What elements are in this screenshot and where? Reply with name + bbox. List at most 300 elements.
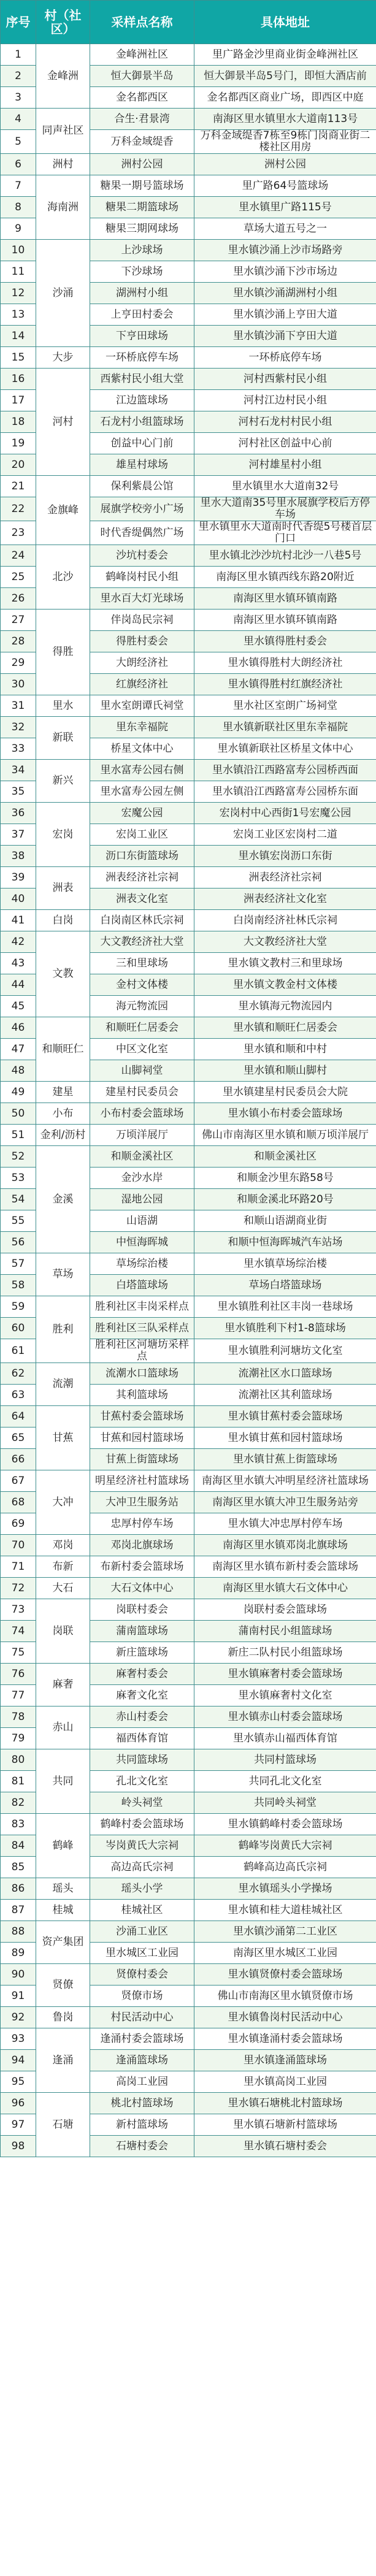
- site-name-cell: 大石文体中心: [90, 1578, 194, 1599]
- address-cell: 里水镇得胜村委会: [194, 631, 376, 652]
- row-number: 89: [1, 1943, 36, 1964]
- table-row: [1, 610, 376, 631]
- row-number: 85: [1, 1857, 36, 1878]
- address-cell: 里水镇得胜村红旗经济社: [194, 674, 376, 695]
- village-cell: 资产集团: [36, 1921, 90, 1964]
- address-cell: 河村江边村民小组: [194, 390, 376, 411]
- address-cell: 里水镇沙涌第二工业区: [194, 1921, 376, 1943]
- row-number: 75: [1, 1642, 36, 1664]
- row-number: 1: [1, 44, 36, 66]
- row-number: 54: [1, 1189, 36, 1210]
- address-cell: 里水镇海元物流园内: [194, 996, 376, 1017]
- table-row: [1, 154, 376, 175]
- address-cell: 万科金域缇香7栋至9栋门岗商业街二楼社区用房: [194, 130, 376, 154]
- row-number: 8: [1, 197, 36, 218]
- row-number: 51: [1, 1125, 36, 1146]
- row-number: 43: [1, 953, 36, 974]
- site-name-cell: 甘蕉和园村篮球场: [90, 1428, 194, 1449]
- address-cell: 里水镇甘蕉村委会篮球场: [194, 1406, 376, 1428]
- village-cell: 岗联: [36, 1599, 90, 1664]
- village-cell: 小布: [36, 1103, 90, 1125]
- row-number: 25: [1, 567, 36, 588]
- table-row: [1, 1921, 376, 1943]
- address-cell: 河村雄星村小组: [194, 454, 376, 476]
- address-cell: 里水镇赤山村委会篮球场: [194, 1707, 376, 1728]
- address-cell: 里水镇石塘新村篮球场: [194, 2114, 376, 2136]
- header-address: 具体地址: [194, 1, 376, 44]
- row-number: 19: [1, 433, 36, 454]
- site-name-cell: 沥口东街篮球场: [90, 846, 194, 867]
- header-site-name: 采样点名称: [90, 1, 194, 44]
- site-name-cell: 大文教经济社大堂: [90, 931, 194, 953]
- address-cell: 和顺中恒海晖城汽车站场: [194, 1232, 376, 1253]
- row-number: 67: [1, 1470, 36, 1492]
- row-number: 21: [1, 476, 36, 497]
- address-cell: 里水镇里水大道南32号: [194, 476, 376, 497]
- site-name-cell: 雄星村球场: [90, 454, 194, 476]
- village-cell: 沙涌: [36, 240, 90, 347]
- row-number: 92: [1, 2007, 36, 2028]
- site-name-cell: 红旗经济社: [90, 674, 194, 695]
- row-number: 4: [1, 109, 36, 130]
- address-cell: 里水镇沙涌湖洲村小组: [194, 283, 376, 304]
- address-cell: 里水镇大冲忠厚村停车场: [194, 1513, 376, 1535]
- address-cell: 白岗南经济社林氏宗祠: [194, 910, 376, 931]
- address-cell: 和顺山语湖商业街: [194, 1210, 376, 1232]
- row-number: 26: [1, 588, 36, 610]
- site-name-cell: 高边高氏宗祠: [90, 1857, 194, 1878]
- row-number: 47: [1, 1039, 36, 1060]
- row-number: 20: [1, 454, 36, 476]
- table-body: [1, 44, 376, 2157]
- site-name-cell: 和顺旺仁居委会: [90, 1017, 194, 1039]
- village-cell: 布新: [36, 1556, 90, 1578]
- row-number: 36: [1, 803, 36, 824]
- row-number: 53: [1, 1168, 36, 1189]
- address-cell: 里水镇麻奢村文化室: [194, 1685, 376, 1707]
- address-cell: 南海区里水城区工业园: [194, 1943, 376, 1964]
- village-cell: 建星: [36, 1082, 90, 1103]
- village-cell: 金峰洲: [36, 44, 90, 109]
- village-cell: 赤山: [36, 1707, 90, 1749]
- row-number: 86: [1, 1878, 36, 1900]
- table-row: [1, 1964, 376, 1986]
- site-name-cell: 中区文化室: [90, 1039, 194, 1060]
- row-number: 95: [1, 2071, 36, 2093]
- village-cell: 洲村: [36, 154, 90, 175]
- row-number: 66: [1, 1449, 36, 1470]
- row-number: 56: [1, 1232, 36, 1253]
- site-name-cell: 里水室朗谭氏祠堂: [90, 695, 194, 717]
- site-name-cell: 创益中心门前: [90, 433, 194, 454]
- address-cell: 里水镇胜利河塘坊文化室: [194, 1339, 376, 1363]
- row-number: 97: [1, 2114, 36, 2136]
- village-cell: 逢涌: [36, 2028, 90, 2093]
- site-name-cell: 展旗学校旁小广场: [90, 497, 194, 521]
- row-number: 44: [1, 974, 36, 996]
- site-name-cell: 三和里球场: [90, 953, 194, 974]
- row-number: 15: [1, 347, 36, 369]
- row-number: 32: [1, 717, 36, 738]
- address-cell: 里水镇里水大道南时代香缇5号楼首层门口: [194, 521, 376, 545]
- site-name-cell: 胜利社区三队采样点: [90, 1318, 194, 1339]
- table-row: [1, 44, 376, 66]
- address-cell: 里广路64号篮球场: [194, 175, 376, 197]
- row-number: 72: [1, 1578, 36, 1599]
- site-name-cell: 海元物流园: [90, 996, 194, 1017]
- village-cell: 大石: [36, 1578, 90, 1599]
- address-cell: 共同村篮球场: [194, 1749, 376, 1771]
- table-row: [1, 1664, 376, 1685]
- table-row: [1, 1125, 376, 1146]
- address-cell: 河村石龙村村民小组: [194, 411, 376, 433]
- site-name-cell: 山语湖: [90, 1210, 194, 1232]
- site-name-cell: 白岗南区林氏宗祠: [90, 910, 194, 931]
- site-name-cell: 岑岗黄氏大宗祠: [90, 1835, 194, 1857]
- address-cell: 恒大御景半岛5号门，即恒大酒店前: [194, 66, 376, 87]
- table-row: [1, 476, 376, 497]
- table-row: [1, 175, 376, 197]
- address-cell: 南海区里水镇里水大道南113号: [194, 109, 376, 130]
- address-cell: 里水镇建星村民委员会大院: [194, 1082, 376, 1103]
- table-row: [1, 1103, 376, 1125]
- site-name-cell: 里水富寿公园右侧: [90, 760, 194, 781]
- address-cell: 南海区里水镇大冲卫生服务站旁: [194, 1492, 376, 1513]
- row-number: 23: [1, 521, 36, 545]
- row-number: 77: [1, 1685, 36, 1707]
- address-cell: 新庄二队村民小组篮球场: [194, 1642, 376, 1664]
- site-name-cell: 和顺金溪社区: [90, 1146, 194, 1168]
- row-number: 5: [1, 130, 36, 154]
- site-name-cell: 保利紫晨公馆: [90, 476, 194, 497]
- address-cell: 里水镇瑶头小学操场: [194, 1878, 376, 1900]
- village-cell: 胜利: [36, 1296, 90, 1363]
- address-cell: 宏岗村中心西街1号宏魔公园: [194, 803, 376, 824]
- table-row: [1, 1556, 376, 1578]
- site-name-cell: 贤僚村委会: [90, 1964, 194, 1986]
- table-row: [1, 2093, 376, 2114]
- address-cell: 里水镇小布村委会篮球场: [194, 1103, 376, 1125]
- address-cell: 里水大道南35号里水展旗学校后方停车场: [194, 497, 376, 521]
- row-number: 57: [1, 1253, 36, 1275]
- address-cell: 里水镇逢涌篮球场: [194, 2050, 376, 2071]
- table-row: [1, 1146, 376, 1168]
- address-cell: 南海区里水镇环镇南路: [194, 610, 376, 631]
- address-cell: 里水镇胜利下村1-8篮球场: [194, 1318, 376, 1339]
- row-number: 93: [1, 2028, 36, 2050]
- address-cell: 里水镇鲁岗村民活动中心: [194, 2007, 376, 2028]
- address-cell: 南海区里水镇环镇南路: [194, 588, 376, 610]
- site-name-cell: 下沙球场: [90, 261, 194, 283]
- address-cell: 里水镇鹤峰村委会篮球场: [194, 1814, 376, 1835]
- site-name-cell: 金名都西区: [90, 87, 194, 109]
- village-cell: 金溪: [36, 1146, 90, 1253]
- address-cell: 金名都西区商业广场，即西区中庭: [194, 87, 376, 109]
- row-number: 98: [1, 2136, 36, 2157]
- address-cell: 和顺金溪社区: [194, 1146, 376, 1168]
- row-number: 90: [1, 1964, 36, 1986]
- site-name-cell: 福西体育馆: [90, 1728, 194, 1749]
- site-name-cell: 石龙村小组篮球场: [90, 411, 194, 433]
- address-cell: 里水镇高岗工业园: [194, 2071, 376, 2093]
- table-row: [1, 695, 376, 717]
- row-number: 34: [1, 760, 36, 781]
- site-name-cell: 蒲南篮球场: [90, 1621, 194, 1642]
- row-number: 74: [1, 1621, 36, 1642]
- site-name-cell: 明星经济社村篮球场: [90, 1470, 194, 1492]
- site-name-cell: 万顷洋展厅: [90, 1125, 194, 1146]
- address-cell: 佛山市南海区里水镇和顺万顷洋展厅: [194, 1125, 376, 1146]
- village-cell: 桂城: [36, 1900, 90, 1921]
- site-name-cell: 上亨田村委会: [90, 304, 194, 326]
- table-row: [1, 910, 376, 931]
- address-cell: 里水镇沿江西路富寿公园桥西面: [194, 760, 376, 781]
- address-cell: 里水镇里广路115号: [194, 197, 376, 218]
- address-cell: 宏岗工业区宏岗村二道: [194, 824, 376, 846]
- address-cell: 鹤峰岑岗黄氏大宗祠: [194, 1835, 376, 1857]
- address-cell: 鹤峰高边高氏宗祠: [194, 1857, 376, 1878]
- address-cell: 里水镇胜利社区丰岗一巷球场: [194, 1296, 376, 1318]
- address-cell: 里水镇逢涌村委会篮球场: [194, 2028, 376, 2050]
- row-number: 63: [1, 1385, 36, 1406]
- row-number: 33: [1, 738, 36, 760]
- site-name-cell: 大冲卫生服务站: [90, 1492, 194, 1513]
- table-row: [1, 1599, 376, 1621]
- site-name-cell: 新村篮球场: [90, 2114, 194, 2136]
- row-number: 37: [1, 824, 36, 846]
- site-name-cell: 布新村委会篮球场: [90, 1556, 194, 1578]
- village-cell: 甘蕉: [36, 1406, 90, 1470]
- row-number: 24: [1, 545, 36, 567]
- table-row: [1, 1900, 376, 1921]
- site-name-cell: 白塔篮球场: [90, 1275, 194, 1296]
- site-name-cell: 共同篮球场: [90, 1749, 194, 1771]
- row-number: 18: [1, 411, 36, 433]
- address-cell: 里水镇石塘桃北村篮球场: [194, 2093, 376, 2114]
- site-name-cell: 糖果二期篮球场: [90, 197, 194, 218]
- row-number: 40: [1, 889, 36, 910]
- village-cell: 流潮: [36, 1363, 90, 1406]
- row-number: 60: [1, 1318, 36, 1339]
- site-name-cell: 岗联村委会: [90, 1599, 194, 1621]
- row-number: 91: [1, 1986, 36, 2007]
- table-header-row: [1, 1, 376, 44]
- address-cell: 里水镇甘蕉和园村篮球场: [194, 1428, 376, 1449]
- address-cell: 共同孔北文化室: [194, 1771, 376, 1792]
- site-name-cell: 麻奢文化室: [90, 1685, 194, 1707]
- site-name-cell: 里水百大灯光球场: [90, 588, 194, 610]
- village-cell: 大冲: [36, 1470, 90, 1535]
- row-number: 79: [1, 1728, 36, 1749]
- row-number: 59: [1, 1296, 36, 1318]
- table-row: [1, 369, 376, 390]
- table-row: [1, 760, 376, 781]
- table-row: [1, 1017, 376, 1039]
- row-number: 16: [1, 369, 36, 390]
- site-name-cell: 岭头祠堂: [90, 1792, 194, 1814]
- village-cell: 大步: [36, 347, 90, 369]
- address-cell: 和顺金沙里东路58号: [194, 1168, 376, 1189]
- site-name-cell: 大朗经济社: [90, 652, 194, 674]
- village-cell: 同声社区: [36, 109, 90, 154]
- site-name-cell: 草场综治楼: [90, 1253, 194, 1275]
- address-cell: 南海区里水镇邓岗北旗球场: [194, 1535, 376, 1556]
- row-number: 3: [1, 87, 36, 109]
- site-name-cell: 时代香缇偶然广场: [90, 521, 194, 545]
- address-cell: 里水镇和顺和中村: [194, 1039, 376, 1060]
- row-number: 70: [1, 1535, 36, 1556]
- row-number: 27: [1, 610, 36, 631]
- site-name-cell: 小布村委会篮球场: [90, 1103, 194, 1125]
- village-cell: 瑶头: [36, 1878, 90, 1900]
- village-cell: 麻奢: [36, 1664, 90, 1707]
- address-cell: 一环桥底停车场: [194, 347, 376, 369]
- table-row: [1, 931, 376, 953]
- address-cell: 洲表经济社文化室: [194, 889, 376, 910]
- address-cell: 岗联村委会篮球场: [194, 1599, 376, 1621]
- address-cell: 里水镇北沙沙坑村北沙一八巷5号: [194, 545, 376, 567]
- row-number: 41: [1, 910, 36, 931]
- address-cell: 南海区里水镇西线东路20附近: [194, 567, 376, 588]
- address-cell: 里水镇文教村三和里球场: [194, 953, 376, 974]
- address-cell: 洲村公园: [194, 154, 376, 175]
- address-cell: 里水社区室朗广场祠堂: [194, 695, 376, 717]
- address-cell: 里水镇沙涌下沙市场边: [194, 261, 376, 283]
- address-cell: 南海区里水镇布新村委会篮球场: [194, 1556, 376, 1578]
- site-name-cell: 里东幸福院: [90, 717, 194, 738]
- site-name-cell: 村民活动中心: [90, 2007, 194, 2028]
- site-name-cell: 糖果三期网球场: [90, 218, 194, 240]
- village-cell: 草场: [36, 1253, 90, 1296]
- address-cell: 佛山市南海区里水镇贤僚市场: [194, 1986, 376, 2007]
- row-number: 69: [1, 1513, 36, 1535]
- village-cell: 洲表: [36, 867, 90, 910]
- address-cell: 和顺金溪北环路20号: [194, 1189, 376, 1210]
- row-number: 49: [1, 1082, 36, 1103]
- address-cell: 里水镇沙涌下亨田大道: [194, 326, 376, 347]
- table-row: [1, 1296, 376, 1318]
- row-number: 61: [1, 1339, 36, 1363]
- village-cell: 和顺旺仁: [36, 1017, 90, 1082]
- row-number: 88: [1, 1921, 36, 1943]
- row-number: 94: [1, 2050, 36, 2071]
- site-name-cell: 赤山村委会: [90, 1707, 194, 1728]
- row-number: 62: [1, 1363, 36, 1385]
- site-name-cell: 新庄篮球场: [90, 1642, 194, 1664]
- table-row: [1, 347, 376, 369]
- site-name-cell: 金沙水岸: [90, 1168, 194, 1189]
- row-number: 29: [1, 652, 36, 674]
- site-name-cell: 金峰洲社区: [90, 44, 194, 66]
- row-number: 2: [1, 66, 36, 87]
- table-row: [1, 1707, 376, 1728]
- site-name-cell: 忠厚村停车场: [90, 1513, 194, 1535]
- table-row: [1, 803, 376, 824]
- village-cell: 河村: [36, 369, 90, 476]
- row-number: 9: [1, 218, 36, 240]
- row-number: 80: [1, 1749, 36, 1771]
- row-number: 28: [1, 631, 36, 652]
- table-row: [1, 2007, 376, 2028]
- village-cell: 鲁岗: [36, 2007, 90, 2028]
- row-number: 13: [1, 304, 36, 326]
- address-cell: 里广路金沙里商业街金峰洲社区: [194, 44, 376, 66]
- address-cell: 流潮社区水口篮球场: [194, 1363, 376, 1385]
- table-row: [1, 1814, 376, 1835]
- site-name-cell: 湿地公园: [90, 1189, 194, 1210]
- site-name-cell: 合生·君景湾: [90, 109, 194, 130]
- site-name-cell: 沙坑村委会: [90, 545, 194, 567]
- row-number: 48: [1, 1060, 36, 1082]
- site-name-cell: 高岗工业园: [90, 2071, 194, 2093]
- row-number: 14: [1, 326, 36, 347]
- row-number: 96: [1, 2093, 36, 2114]
- address-cell: 里水镇新联社区桥星文体中心: [194, 738, 376, 760]
- address-cell: 里水镇新联社区里东幸福院: [194, 717, 376, 738]
- address-cell: 里水镇贤僚村委会篮球场: [194, 1964, 376, 1986]
- table-row: [1, 240, 376, 261]
- row-number: 82: [1, 1792, 36, 1814]
- site-name-cell: 里水富寿公园左侧: [90, 781, 194, 803]
- site-name-cell: 上沙球场: [90, 240, 194, 261]
- address-cell: 里水镇沿江西路富寿公园桥东面: [194, 781, 376, 803]
- village-cell: 新兴: [36, 760, 90, 803]
- address-cell: 河村社区创益中心前: [194, 433, 376, 454]
- table-row: [1, 109, 376, 130]
- row-number: 58: [1, 1275, 36, 1296]
- row-number: 7: [1, 175, 36, 197]
- address-cell: 大文教经济社大堂: [194, 931, 376, 953]
- village-cell: 得胜: [36, 610, 90, 695]
- site-name-cell: 麻奢村委会: [90, 1664, 194, 1685]
- site-name-cell: 建星村民委员会: [90, 1082, 194, 1103]
- row-number: 71: [1, 1556, 36, 1578]
- address-cell: 流潮社区其利篮球场: [194, 1385, 376, 1406]
- village-cell: 共同: [36, 1749, 90, 1814]
- site-name-cell: 一环桥底停车场: [90, 347, 194, 369]
- site-name-cell: 伴岗岛民宗祠: [90, 610, 194, 631]
- header-no: 序号: [1, 1, 36, 44]
- address-cell: 里水镇麻奢村委会篮球场: [194, 1664, 376, 1685]
- row-number: 42: [1, 931, 36, 953]
- site-name-cell: 胜利社区丰岗采样点: [90, 1296, 194, 1318]
- site-name-cell: 山脚祠堂: [90, 1060, 194, 1082]
- site-name-cell: 宏魔公园: [90, 803, 194, 824]
- row-number: 81: [1, 1771, 36, 1792]
- table-row: [1, 1406, 376, 1428]
- table-row: [1, 1363, 376, 1385]
- table-row: [1, 1878, 376, 1900]
- village-cell: 白岗: [36, 910, 90, 931]
- row-number: 65: [1, 1428, 36, 1449]
- site-name-cell: 甘蕉上街篮球场: [90, 1449, 194, 1470]
- table-row: [1, 1535, 376, 1556]
- site-name-cell: 湖洲村小组: [90, 283, 194, 304]
- row-number: 50: [1, 1103, 36, 1125]
- site-name-cell: 中恒海晖城: [90, 1232, 194, 1253]
- header-village: 村（社区）: [36, 1, 90, 44]
- row-number: 11: [1, 261, 36, 283]
- site-name-cell: 洲村公园: [90, 154, 194, 175]
- address-cell: 里水镇和顺旺仁居委会: [194, 1017, 376, 1039]
- row-number: 10: [1, 240, 36, 261]
- address-cell: 里水镇文教金村文体楼: [194, 974, 376, 996]
- site-name-cell: 瑶头小学: [90, 1878, 194, 1900]
- village-cell: 金旗峰: [36, 476, 90, 545]
- row-number: 73: [1, 1599, 36, 1621]
- site-name-cell: 万科金域缇香: [90, 130, 194, 154]
- row-number: 22: [1, 497, 36, 521]
